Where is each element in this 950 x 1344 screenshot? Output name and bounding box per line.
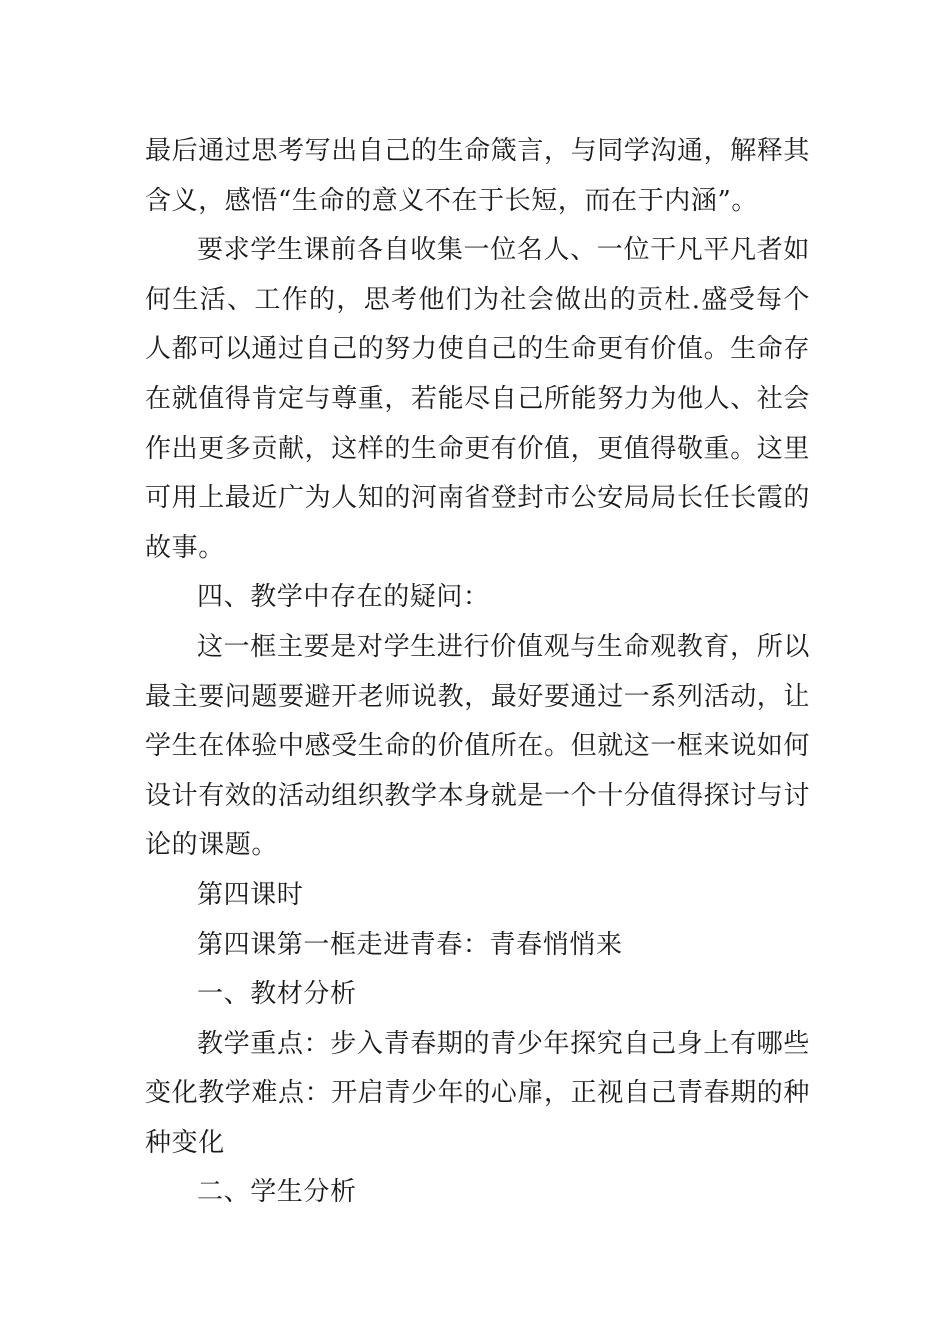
lesson-title: 第四课第一框走进青春：青春悄悄来	[197, 929, 623, 960]
lesson-heading: 第四课时	[197, 879, 304, 910]
paragraph-3: 这一框主要是对学生进行价值观与生命观教育，所以最主要问题要避开老师说教，最好要通过一系列活动，让学生在体验中感受生命的价值所在。但就这一框来说如何设计有效的活动组织教学本身就是一个十分值得探讨与讨论的课题。	[145, 631, 811, 861]
section-heading-textbook-analysis: 一、教材分析	[197, 979, 357, 1010]
section-heading-student-analysis: 二、学生分析	[197, 1177, 357, 1208]
paragraph-1: 最后通过思考写出自己的生命箴言，与同学沟通，解释其含义，感悟“生命的意义不在于长短，而在于内涵”。	[145, 136, 811, 216]
document-body	[145, 127, 810, 1218]
paragraph-key-points: 教学重点：步入青春期的青少年探究自己身上有哪些变化教学难点：开启青少年的心扉，正视自己青春期的种种变化	[145, 1028, 811, 1158]
paragraph-2: 要求学生课前各自收集一位名人、一位干凡平凡者如何生活、工作的，思考他们为社会做出的贡杜.盛受每个人都可以通过自己的努力使自己的生命更有价值。生命存在就值得肯定与尊重，若能尽自己所能努力为他人、社会作出更多贡献，这样的生命更有价值，更值得敬重。这里可用上最近广为人知的河南省登封市公安局局长任长霞的故事。	[145, 235, 811, 563]
section-heading-questions: 四、教学中存在的疑问：	[197, 582, 490, 613]
